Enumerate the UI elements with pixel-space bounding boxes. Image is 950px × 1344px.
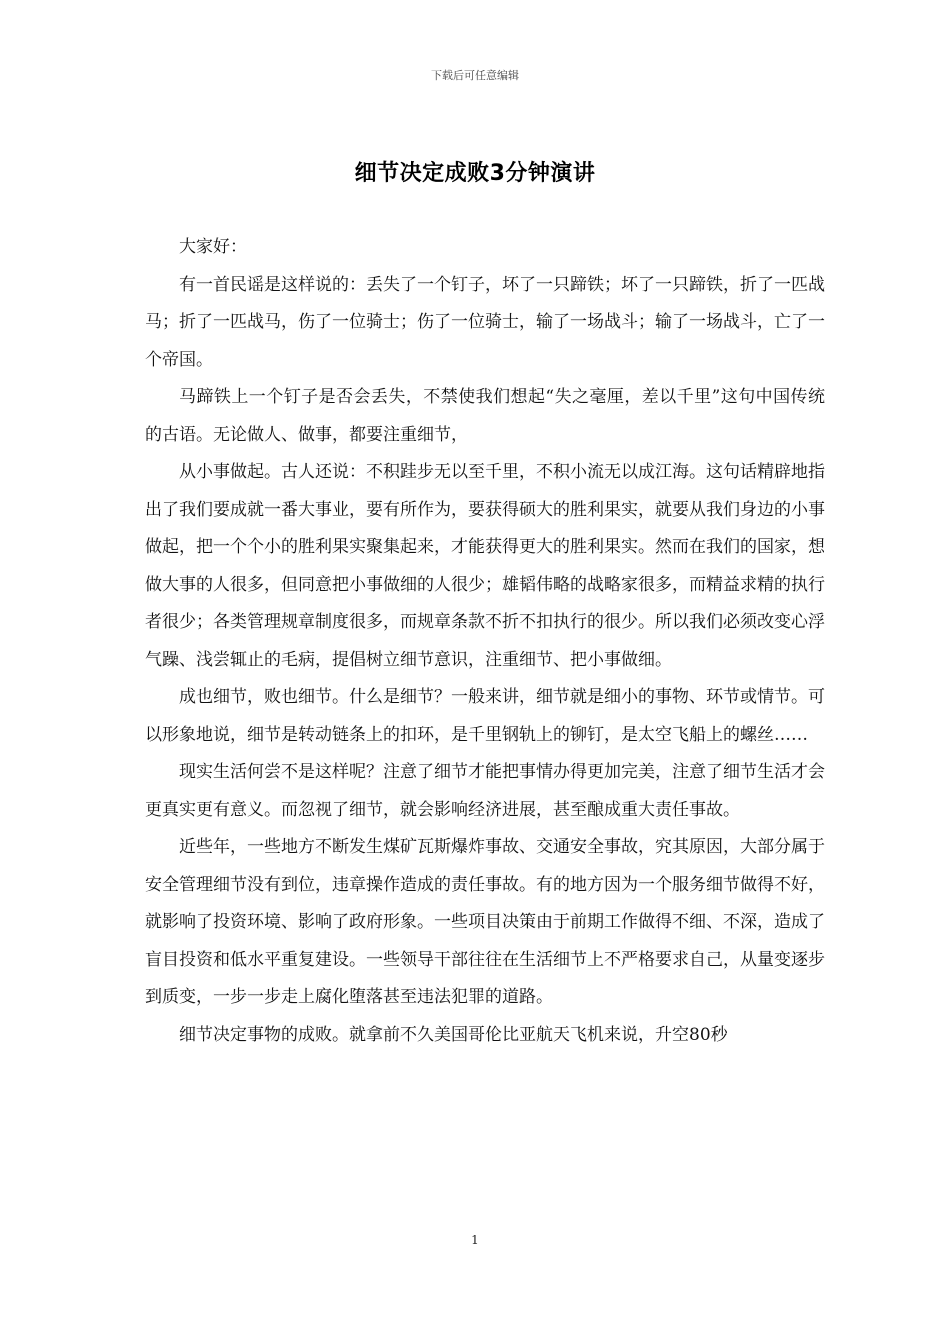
page-number: 1 bbox=[471, 1233, 479, 1247]
paragraph: 细节决定事物的成败。就拿前不久美国哥伦比亚航天飞机来说，升空80秒 bbox=[179, 1024, 728, 1045]
document-title: 细节决定成败3分钟演讲 bbox=[354, 161, 596, 186]
paragraph: 马蹄铁上一个钉子是否会丢失，不禁使我们想起“失之毫厘，差以千里”这句中国传统的古语。无论做人、做事，都要注重细节， bbox=[145, 387, 825, 445]
paragraph: 成也细节，败也细节。什么是细节？一般来讲，细节就是细小的事物、环节或情节。可以形象地说，细节是转动链条上的扣环，是千里钢轨上的铆钉，是太空飞船上的螺丝…… bbox=[145, 687, 825, 745]
document-body bbox=[145, 229, 825, 1054]
page-header: 下载后可任意编辑 bbox=[431, 69, 519, 82]
paragraph-greeting: 大家好： bbox=[179, 237, 247, 257]
paragraph: 从小事做起。古人还说：不积跬步无以至千里，不积小流无以成江海。这句话精辟地指出了我们要成就一番大事业，要有所作为，要获得硕大的胜利果实，就要从我们身边的小事做起，把一个个小的胜利果实聚集起来，才能获得更大的胜利果实。然而在我们的国家，想做大事的人很多，但同意把小事做细的人很少；雄韬伟略的战略家很多，而精益求精的执行者很少；各类管理规章制度很多，而规章条款不折不扣执行的很少。所以我们必须改变心浮气躁、浅尝辄止的毛病，提倡树立细节意识，注重细节、把小事做细。 bbox=[145, 462, 825, 670]
paragraph: 近些年，一些地方不断发生煤矿瓦斯爆炸事故、交通安全事故，究其原因，大部分属于安全管理细节没有到位，违章操作造成的责任事故。有的地方因为一个服务细节做得不好，就影响了投资环境、影响了政府形象。一些项目决策由于前期工作做得不细、不深，造成了盲目投资和低水平重复建设。一些领导干部往往在生活细节上不严格要求自己，从量变逐步到质变，一步一步走上腐化堕落甚至违法犯罪的道路。 bbox=[145, 837, 825, 1007]
paragraph: 有一首民谣是这样说的：丢失了一个钉子，坏了一只蹄铁；坏了一只蹄铁，折了一匹战马；折了一匹战马，伤了一位骑士；伤了一位骑士，输了一场战斗；输了一场战斗，亡了一个帝国。 bbox=[145, 274, 825, 370]
paragraph: 现实生活何尝不是这样呢？注意了细节才能把事情办得更加完美，注意了细节生活才会更真实更有意义。而忽视了细节，就会影响经济进展，甚至酿成重大责任事故。 bbox=[145, 762, 825, 820]
